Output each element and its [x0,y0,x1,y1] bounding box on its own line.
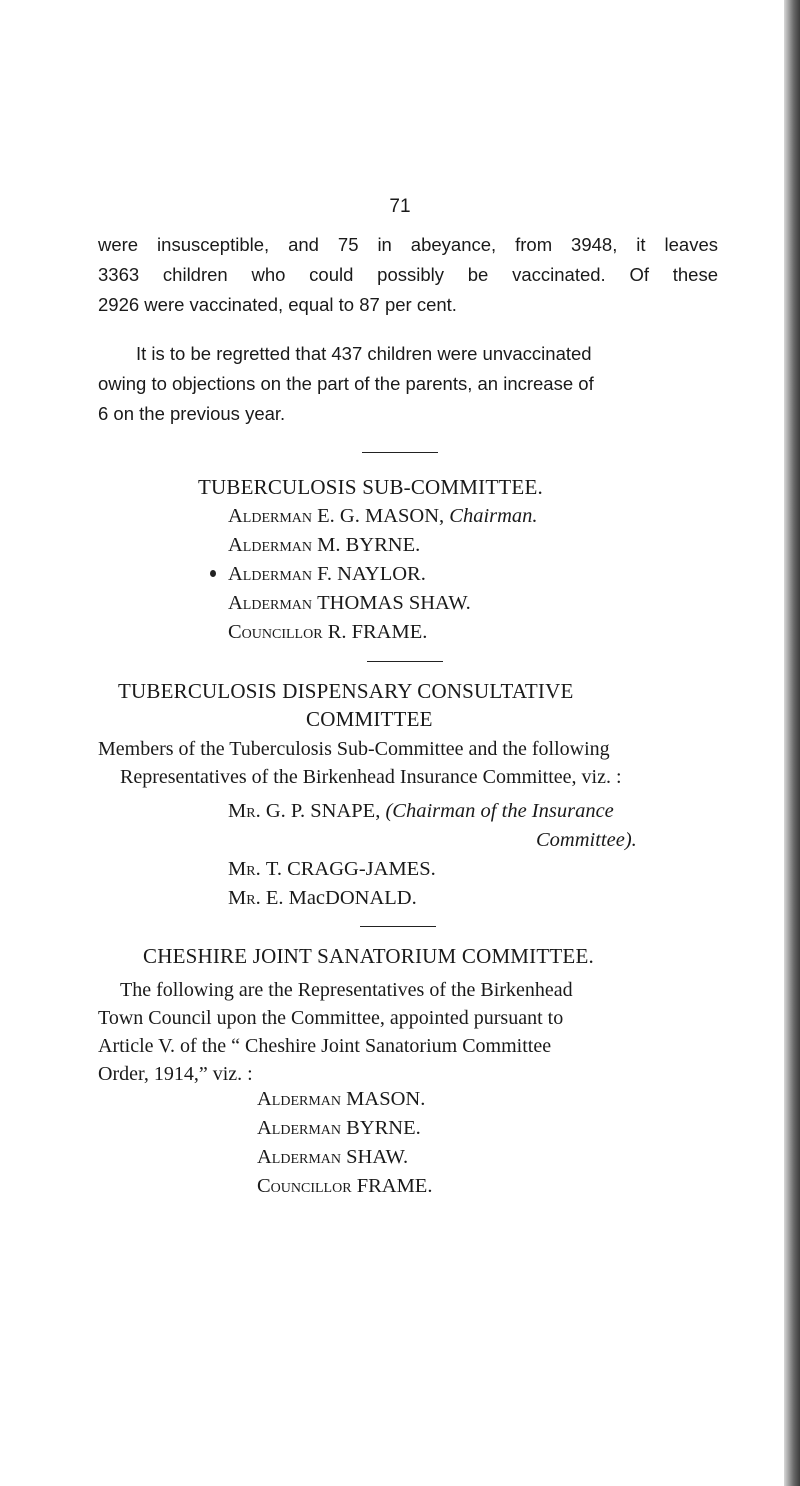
tb-sub-heading: TUBERCULOSIS SUB-COMMITTEE. [198,475,543,499]
divider-rule [362,452,438,453]
regret-line: 6 on the previous year. [98,403,286,424]
tb-disp-member [228,800,614,823]
member-name: F. NAYLOR. [317,563,426,585]
member-title: Mr. [228,887,261,909]
member-title: Mr. [228,800,261,822]
tb-disp-member-role-cont: Committee). [536,829,637,851]
divider-rule [367,661,443,662]
member-name: M. BYRNE. [317,534,421,556]
intro-paragraph [98,230,718,320]
member-title: Alderman [257,1146,342,1168]
member-role: Chairman. [449,505,538,527]
cheshire-member [257,1117,421,1140]
member-title: Alderman [257,1117,342,1139]
page-edge-shadow [784,0,800,1486]
tb-sub-member [228,592,471,615]
regret-paragraph [98,339,718,429]
member-title: Alderman [228,563,313,585]
tb-disp-intro [98,735,738,791]
tb-sub-member [228,563,426,586]
regret-line: owing to objections on the part of the parents, an increase of [98,373,594,394]
member-name: R. FRAME. [327,621,428,643]
cheshire-member [257,1088,425,1111]
member-title: Alderman [228,534,313,556]
cheshire-intro-line: Article V. of the “ Cheshire Joint Sanatorium Committee [98,1035,552,1057]
cheshire-intro-line: The following are the Representatives of the Birkenhead [120,979,573,1001]
cheshire-intro-line: Order, 1914,” viz. : [98,1063,253,1085]
cheshire-heading: CHESHIRE JOINT SANATORIUM COMMITTEE. [143,944,594,968]
intro-line: 3363 children who could possibly be vaccinated. Of these [98,264,718,285]
tb-disp-heading-2: COMMITTEE [306,707,433,731]
member-name: THOMAS SHAW. [317,592,471,614]
member-title: Alderman [228,505,313,527]
tb-disp-intro-line: Representatives of the Birkenhead Insurance Committee, viz. : [120,766,622,788]
member-title: Councillor [228,621,323,643]
cheshire-member [257,1146,408,1169]
tb-disp-member [228,887,417,910]
member-name: SHAW. [346,1146,409,1168]
member-name: G. P. SNAPE, [265,800,381,822]
member-name: FRAME. [356,1175,433,1197]
cheshire-member [257,1175,432,1198]
member-name: E. MacDONALD. [265,887,417,909]
intro-line: 2926 were vaccinated, equal to 87 per cent. [98,294,457,315]
tb-disp-intro-line: Members of the Tuberculosis Sub-Committee and the following [98,738,610,760]
member-title: Alderman [228,592,313,614]
tb-disp-heading: TUBERCULOSIS DISPENSARY CONSULTATIVE [118,679,574,703]
tb-sub-member [228,534,420,557]
tb-disp-member [228,858,436,881]
regret-line: It is to be regretted that 437 children were unvaccinated [136,343,592,364]
member-name: BYRNE. [346,1117,421,1139]
member-title: Mr. [228,858,261,880]
member-name: T. CRAGG-JAMES. [265,858,436,880]
page-number: 71 [389,196,411,217]
member-name: MASON. [346,1088,426,1110]
cheshire-intro [98,976,738,1088]
member-role: (Chairman of the Insurance [385,800,614,822]
tb-sub-member [228,621,427,644]
intro-line: were insusceptible, and 75 in abeyance, from 3948, it leaves [98,234,718,255]
member-name: E. G. MASON, [317,505,445,527]
tb-sub-member [228,505,538,528]
cheshire-intro-line: Town Council upon the Committee, appointed pursuant to [98,1007,564,1029]
bullet-dot [210,570,216,577]
member-title: Alderman [257,1088,342,1110]
member-title: Councillor [257,1175,352,1197]
divider-rule [360,926,436,927]
